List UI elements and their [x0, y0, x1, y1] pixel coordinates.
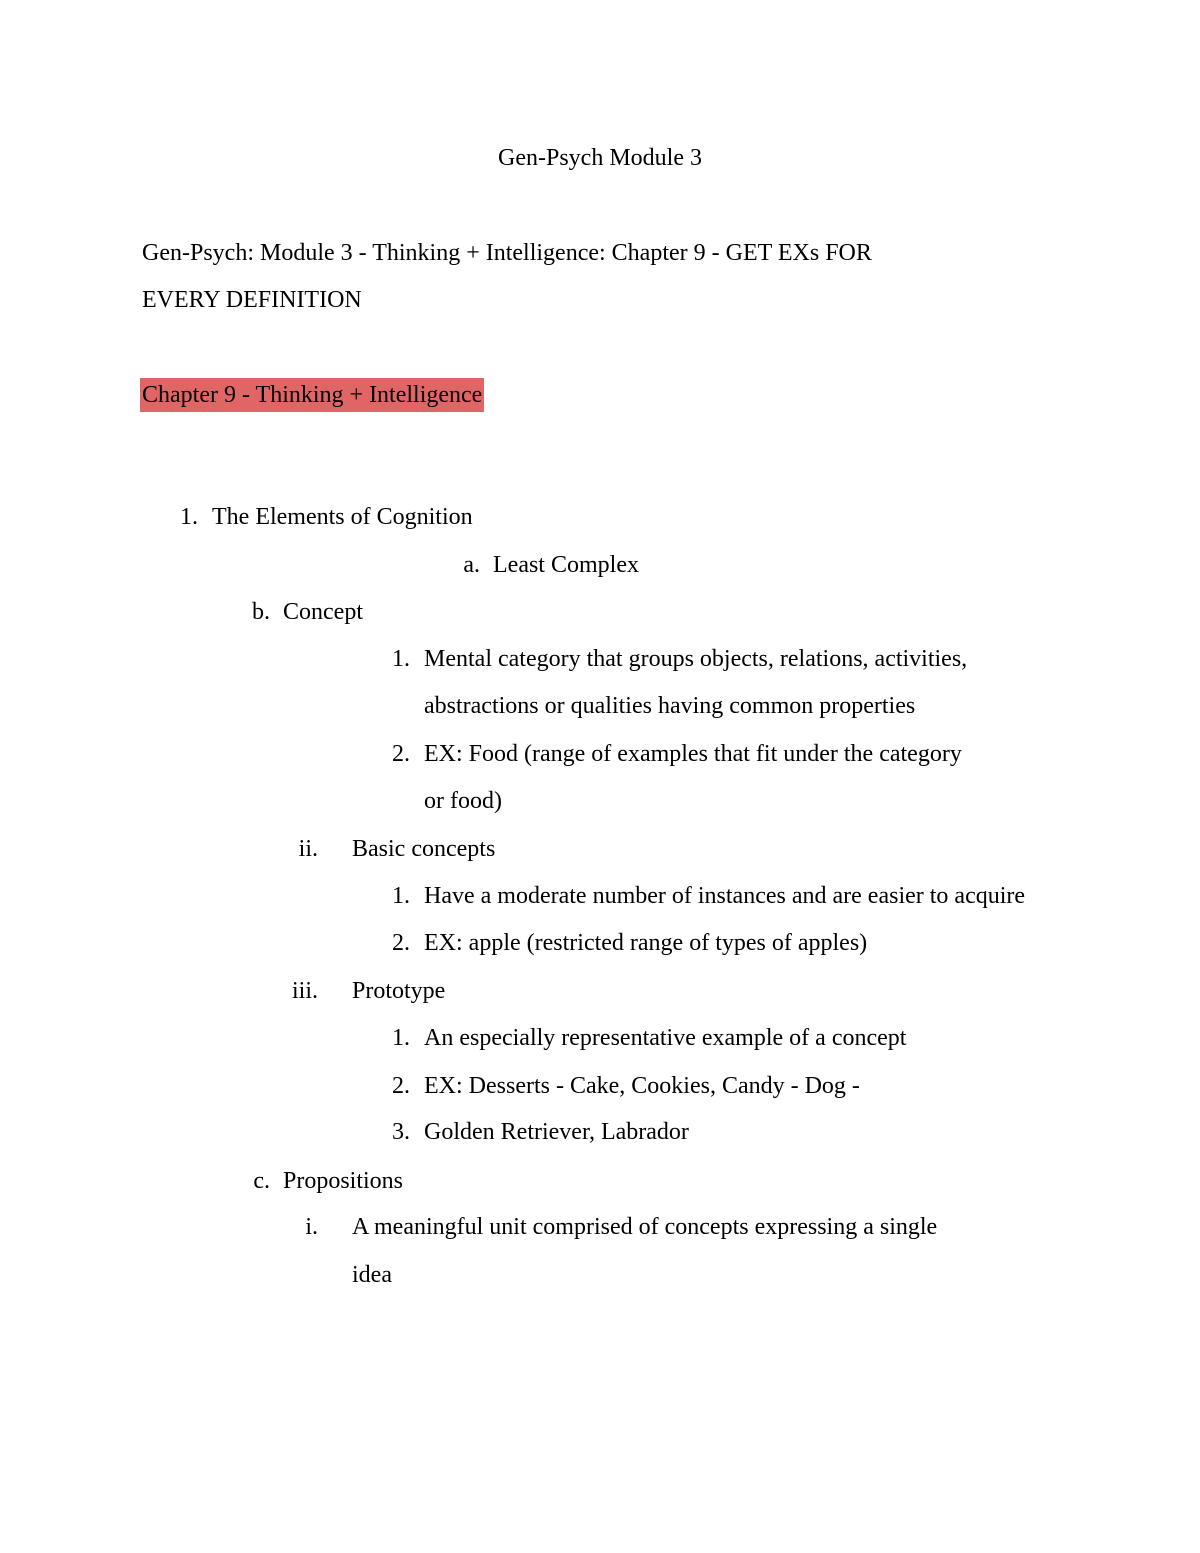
list-item-propositions-definition: A meaningful unit comprised of concepts expressing a single — [352, 1214, 938, 1240]
list-item-concept-example: EX: Food (range of examples that fit under the category — [424, 741, 962, 767]
list-item-concept-definition-cont: abstractions or qualities having common properties — [424, 693, 916, 719]
page-title: Gen-Psych Module 3 — [498, 145, 702, 171]
list-marker: b. — [252, 599, 270, 625]
list-marker: 2. — [392, 1073, 410, 1099]
list-marker: 1. — [180, 504, 198, 530]
list-item-basic-concepts-definition: Have a moderate number of instances and are easier to acquire — [424, 883, 1026, 909]
list-marker: 2. — [392, 930, 410, 956]
list-item-concept-definition: Mental category that groups objects, relations, activities, — [424, 646, 968, 672]
list-marker: iii. — [291, 978, 318, 1004]
list-item-prototype: Prototype — [352, 978, 446, 1004]
header-line-2: EVERY DEFINITION — [142, 287, 362, 313]
list-item-least-complex: Least Complex — [493, 552, 639, 578]
list-item-concept-example-cont: or food) — [424, 788, 502, 814]
list-item-basic-concepts-example: EX: apple (restricted range of types of apples) — [424, 930, 868, 956]
list-marker: c. — [253, 1168, 270, 1194]
list-marker: ii. — [298, 836, 318, 862]
list-marker: 1. — [392, 646, 410, 672]
list-item-prototype-definition: An especially representative example of a concept — [424, 1025, 907, 1051]
list-marker: 1. — [392, 1025, 410, 1051]
list-item-prototype-example-cont: Golden Retriever, Labrador — [424, 1119, 689, 1145]
list-marker: 2. — [392, 741, 410, 767]
list-marker: a. — [463, 552, 480, 578]
list-marker: 3. — [392, 1119, 410, 1145]
list-item-propositions-definition-cont: idea — [352, 1262, 392, 1288]
list-item-basic-concepts: Basic concepts — [352, 836, 496, 862]
list-item-elements-of-cognition: The Elements of Cognition — [212, 504, 473, 530]
list-item-concept: Concept — [283, 599, 363, 625]
header-line-1: Gen-Psych: Module 3 - Thinking + Intelligence: Chapter 9 - GET EXs FOR — [142, 240, 872, 266]
list-item-propositions: Propositions — [283, 1168, 404, 1194]
list-item-prototype-example: EX: Desserts - Cake, Cookies, Candy - Dog - — [424, 1073, 860, 1099]
list-marker: 1. — [392, 883, 410, 909]
chapter-heading-highlighted: Chapter 9 - Thinking + Intelligence — [140, 378, 484, 412]
list-marker: i. — [305, 1214, 318, 1240]
